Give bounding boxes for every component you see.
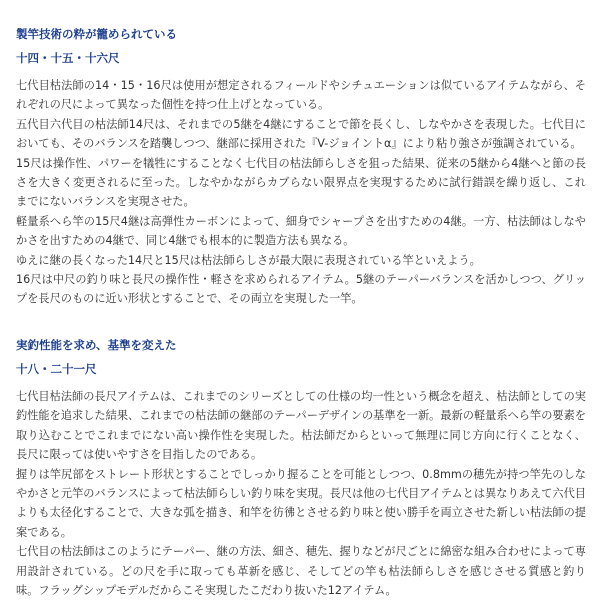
paragraph: ゆえに継の長くなった14尺と15尺は枯法師らしさが最大限に表現されている竿といえよう。 [16,253,481,267]
paragraph: 15尺は操作性、パワーを犠牲にすることなく七代目の枯法師らしさを狙った結果、従来の5継から4継へと節の長さを大きく変更されるに至った。しなやかながらカブらない限界点を実現するために試行錯誤を繰り返し、これまでにないバランスを実現させた。 [16,156,586,209]
section-long-rods [16,337,586,600]
paragraph: 握りは竿尻部をストレート形状とすることでしっかり握ることを可能としつつ、0.8mmの穂先が持つ竿先のしなやかさと元竿のバランスによって枯法師らしい釣り味を実現。長尺は他の七代目アイテムとは異なりあえて六代目よりも太径化することで、大きな弧を描き、和竿を彷彿とさせる釣り味と使い勝手を両立させた新しい枯法師の提案である。 [16,467,586,539]
section-title: 実釣性能を求め、基準を変えた [16,337,177,352]
paragraph: 16尺は中尺の釣り味と長尺の操作性・軽さを求められるアイテム。5継のテーパーバランスを活かしつつ、グリップを長尺のものに近い形状とすることで、その両立を実現した一竿。 [16,273,586,306]
section-subtitle: 十八・二十一尺 [16,361,97,376]
section-short-rods [16,26,586,309]
paragraph: 軽量系へら竿の15尺4継は高弾性カーボンによって、細身でシャープさを出すための4継。一方、枯法師はしなやかさを出すための4継で、同じ4継でも根本的に製造方法も異なる。 [16,214,586,248]
section-body [16,76,586,309]
paragraph: 五代目六代目の枯法師14尺は、それまでの5継を4継にすることで節を長くし、しなやかさを表現した。七代目においても、そのバランスを踏襲しつつ、継部に採用された『V-ジョイントα』により粘り強さが強調されている。 [16,117,586,151]
section-subtitle: 十四・十五・十六尺 [16,51,120,65]
paragraph: 七代目の枯法師はこのようにテーパー、継の方法、細さ、穂先、握りなどが尺ごとに綿密な組み合わせによって専用設計されている。どの尺を手に取っても革新を感じ、そしてどの竿も枯法師らしさを感じさせる質感と釣り味。フラッグシップモデルだからこそ実現したこだわり抜いた12アイテム。 [16,545,586,597]
paragraph: 七代目枯法師の長尺アイテムは、これまでのシリーズとしての仕様の均一性という概念を超え、枯法師としての実釣性能を追求した結果、これまでの枯法師の継部のテーパーデザインの基準を一新。最新の軽量系へら竿の要素を取り込むことでこれまでにない高い操作性を実現した。枯法師だからといって無理に同じ方向に行くことなく、長尺に限っては使いやすさを目指したのである。 [16,389,586,462]
paragraph: 七代目枯法師の14・15・16尺は使用が想定されるフィールドやシチュエーションは似ているアイテムながら、それぞれの尺によって異なった個性を持つ仕上げとなっている。 [16,79,586,112]
section-title: 製竿技術の粋が籠められている [16,27,177,41]
section-body [16,387,586,600]
